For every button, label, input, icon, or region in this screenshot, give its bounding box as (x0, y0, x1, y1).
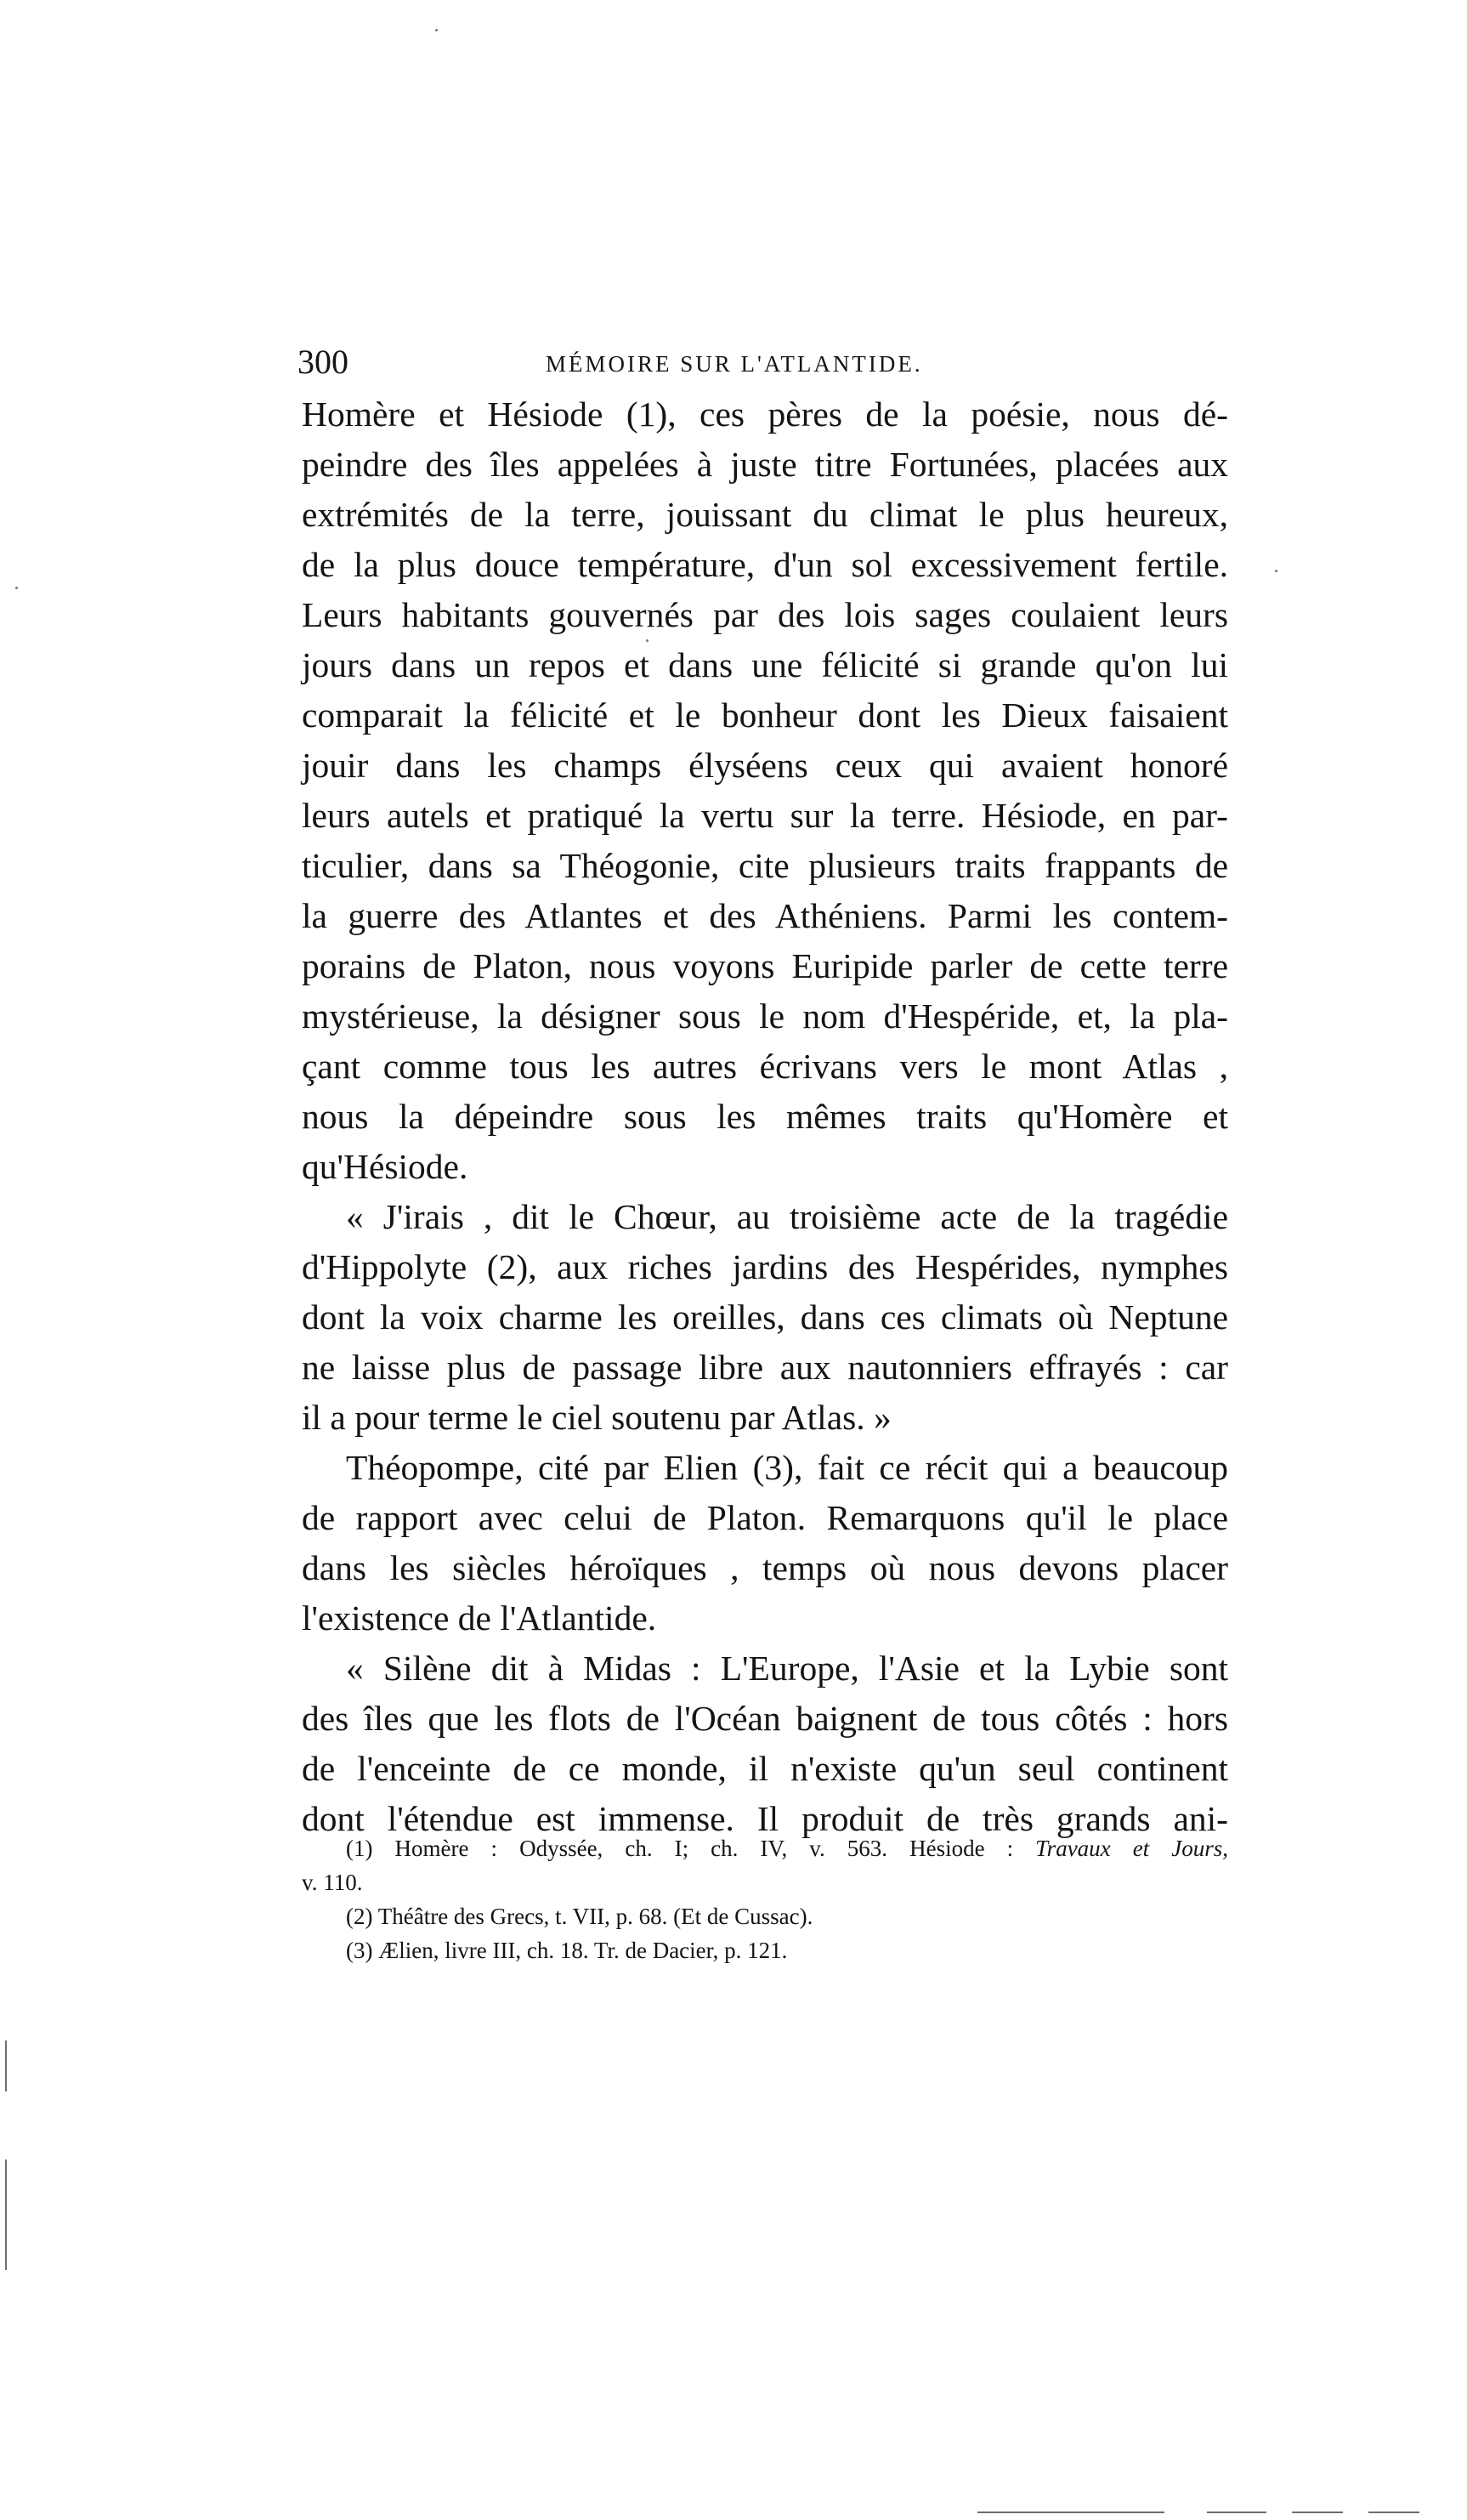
text-line: nous la dépeindre sous les mêmes traits qu'Homère et (302, 1097, 1228, 1136)
text-line: dont la voix charme les oreilles, dans ces climats où Neptune (302, 1297, 1228, 1337)
footnote-1-continued: v. 110. (302, 1870, 363, 1895)
scan-edge-mark (5, 2040, 7, 2091)
text-line: la guerre des Atlantes et des Athéniens. Parmi les contem- (302, 896, 1228, 935)
text-line: d'Hippolyte (2), aux riches jardins des Hespérides, nymphes (302, 1247, 1228, 1286)
footnote-1 (302, 1831, 1228, 1865)
text-line: jouir dans les champs élyséens ceux qui avaient honoré (302, 746, 1228, 785)
text-line: qu'Hésiode. (302, 1147, 468, 1186)
scan-speck (1275, 570, 1277, 572)
text-line: dont l'étendue est immense. Il produit de très grands ani- (302, 1799, 1228, 1838)
text-line: de l'enceinte de ce monde, il n'existe qu'un seul continent (302, 1749, 1228, 1788)
text-line: « Silène dit à Midas : L'Europe, l'Asie et la Lybie sont (346, 1649, 1228, 1688)
text-line: porains de Platon, nous voyons Euripide parler de cette terre (302, 946, 1228, 985)
text-line: extrémités de la terre, jouissant du climat le plus heureux, (302, 495, 1228, 534)
scan-speck (15, 587, 18, 589)
text-line: jours dans un repos et dans une félicité si grande qu'on lui (302, 645, 1228, 684)
scan-edge-mark (977, 2511, 1164, 2513)
page-number: 300 (297, 343, 348, 381)
running-title: MÉMOIRE SUR L'ATLANTIDE. (546, 351, 923, 377)
text-line: mystérieuse, la désigner sous le nom d'Hespéride, et, la pla- (302, 996, 1228, 1036)
footnote-2: (2) Théâtre des Grecs, t. VII, p. 68. (Et de Cussac). (346, 1904, 813, 1929)
text-line: Théopompe, cité par Elien (3), fait ce récit qui a beaucoup (346, 1448, 1228, 1487)
footnotes (302, 1831, 1228, 1967)
scan-edge-mark (1292, 2511, 1343, 2513)
scan-edge-mark (5, 2160, 7, 2270)
text-line: l'existence de l'Atlantide. (302, 1598, 657, 1637)
text-line: peindre des îles appelées à juste titre Fortunées, placées aux (302, 445, 1228, 484)
page-header (297, 338, 1241, 386)
text-line: de rapport avec celui de Platon. Remarquons qu'il le place (302, 1498, 1228, 1537)
scan-edge-mark (1207, 2511, 1266, 2513)
footnote-1-text: (1) Homère : Odyssée, ch. I; ch. IV, v. 563. Hésiode : (346, 1836, 1036, 1861)
text-line: Homère et Hésiode (1), ces pères de la poésie, nous dé- (302, 394, 1228, 434)
text-line: il a pour terme le ciel soutenu par Atlas. » (302, 1398, 892, 1437)
text-line: de la plus douce température, d'un sol excessivement fertile. (302, 545, 1228, 584)
text-line: ne laisse plus de passage libre aux nautonniers effrayés : car (302, 1348, 1228, 1387)
text-line: çant comme tous les autres écrivans vers le mont Atlas , (302, 1047, 1228, 1086)
scan-speck (646, 639, 649, 642)
text-line: des îles que les flots de l'Océan baignent de tous côtés : hors (302, 1699, 1228, 1738)
text-line: ticulier, dans sa Théogonie, cite plusieurs traits frappants de (302, 846, 1228, 885)
text-line: Leurs habitants gouvernés par des lois sages coulaient leurs (302, 595, 1228, 634)
footnote-1-title: Travaux et Jours, (1035, 1836, 1228, 1861)
scan-edge-mark (1368, 2511, 1419, 2513)
text-line: dans les siècles héroïques , temps où nous devons placer (302, 1548, 1228, 1587)
scan-speck (435, 29, 438, 31)
body-text (302, 389, 1228, 1844)
footnote-3: (3) Ælien, livre III, ch. 18. Tr. de Dacier, p. 121. (346, 1938, 788, 1963)
text-line: comparait la félicité et le bonheur dont les Dieux faisaient (302, 695, 1228, 735)
text-line: « J'irais , dit le Chœur, au troisième acte de la tragédie (346, 1197, 1228, 1236)
text-line: leurs autels et pratiqué la vertu sur la terre. Hésiode, en par- (302, 796, 1228, 835)
